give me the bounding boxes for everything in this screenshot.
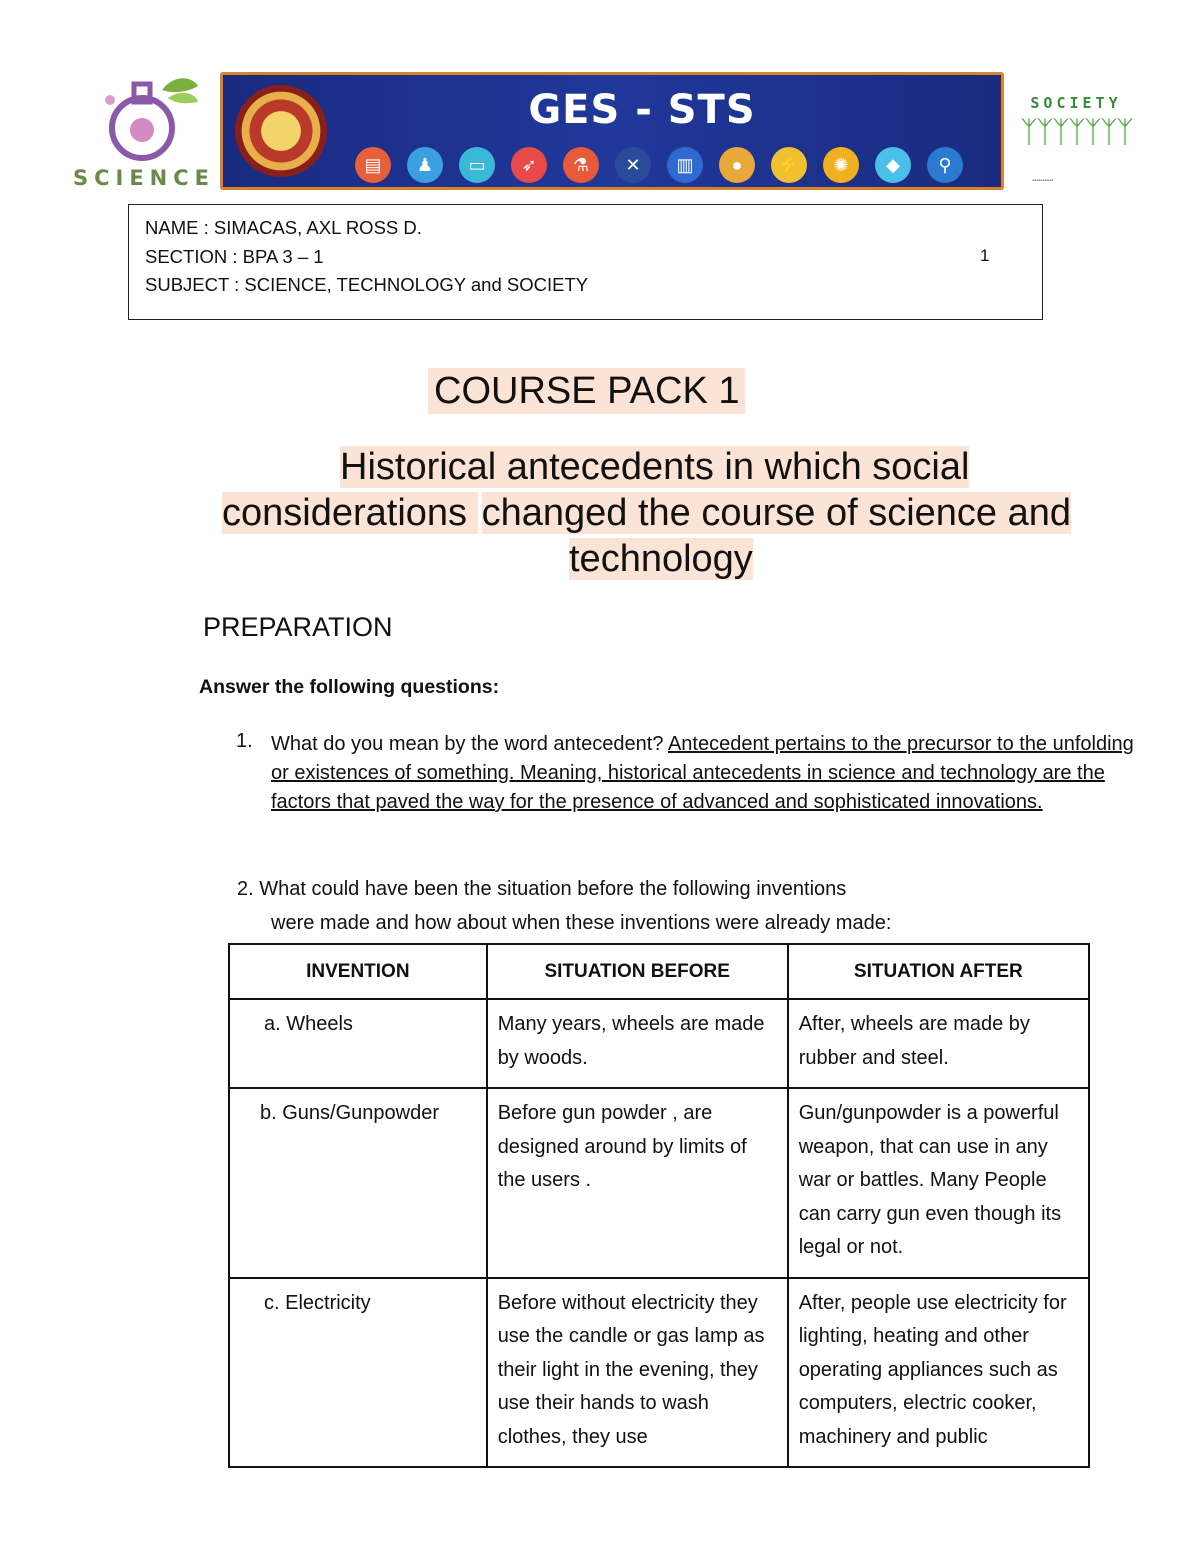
table-row [229, 999, 1089, 1088]
instructions: Answer the following questions: [199, 676, 500, 698]
society-logo [1012, 80, 1140, 190]
situation-after-cell: After, people use electricity for lighting, heating and other operating appliances such as computers, electric cooker, machinery and public [788, 1278, 1089, 1468]
energy-icon: ⚡ [771, 147, 807, 183]
question-1-number: 1. [236, 730, 253, 752]
table-header-row [229, 944, 1089, 999]
inventions-table [228, 943, 1090, 1468]
page-number: 1 [980, 246, 990, 265]
column-header-situation-before: SITUATION BEFORE [487, 944, 788, 999]
student-info-box [128, 204, 1043, 320]
rocket-icon: ➶ [511, 147, 547, 183]
invention-cell: c. Electricity [229, 1278, 487, 1468]
lightbulb-icon: ● [719, 147, 755, 183]
flask-icon [70, 70, 218, 166]
topic-line-1: Historical antecedents in which social [340, 446, 970, 488]
banner-icon-row [355, 147, 963, 183]
course-banner [220, 72, 1004, 190]
group-icon: ♟ [407, 147, 443, 183]
people-icon: ᛉᛉᛉᛉᛉᛉᛉ [1020, 116, 1132, 149]
idea-icon: ◆ [875, 147, 911, 183]
student-section: SECTION : BPA 3 – 1 [145, 246, 324, 267]
chat-icon: ▭ [459, 147, 495, 183]
student-subject: SUBJECT : SCIENCE, TECHNOLOGY and SOCIETY [145, 274, 589, 295]
section-heading-preparation: PREPARATION [203, 612, 393, 642]
science-logo [70, 70, 218, 190]
tools-icon: ✕ [615, 147, 651, 183]
situation-before-cell: Before without electricity they use the candle or gas lamp as their light in the evening, they use their hands to wash clothes, they use [487, 1278, 788, 1468]
situation-after-cell: After, wheels are made by rubber and steel. [788, 999, 1089, 1088]
open-book-icon: ▥ [667, 147, 703, 183]
banner-title: GES - STS [528, 87, 756, 133]
column-header-situation-after: SITUATION AFTER [788, 944, 1089, 999]
question-1-answer: Antecedent pertains to the precursor to the unfolding or existences of something. Meaning, historical antecedents in science and technology are the factors that paved the way for the presence of advanced and sophisticated innovations. [271, 733, 1134, 813]
situation-before-cell: Before gun powder , are designed around by limits of the users . [487, 1088, 788, 1278]
society-logo-text: SOCIETY [1030, 94, 1122, 112]
question-2-line-2: were made and how about when these inventions were already made: [271, 912, 892, 934]
search-icon: ⚲ [927, 147, 963, 183]
situation-before-cell: Many years, wheels are made by woods. [487, 999, 788, 1088]
course-title: COURSE PACK 1 [428, 368, 745, 414]
question-1 [271, 730, 1141, 817]
book-icon: ▤ [355, 147, 391, 183]
question-2-line-1: 2. What could have been the situation before the following inventions [237, 878, 847, 900]
atom-icon: ✺ [823, 147, 859, 183]
topic-line-2: considerations changed the course of science and [222, 492, 1072, 534]
topic-line-3: technology [569, 538, 753, 580]
table-row [229, 1278, 1089, 1468]
table-row [229, 1088, 1089, 1278]
lab-icon: ⚗ [563, 147, 599, 183]
image-credit: ▪▪▪▪▪▪▪▪▪▪ [1032, 178, 1054, 184]
question-1-text: What do you mean by the word antecedent? [271, 733, 668, 755]
invention-cell: b. Guns/Gunpowder [229, 1088, 487, 1278]
situation-after-cell: Gun/gunpowder is a powerful weapon, that can use in any war or battles. Many People can carry gun even though its legal or not. [788, 1088, 1089, 1278]
column-header-invention: INVENTION [229, 944, 487, 999]
student-name: NAME : SIMACAS, AXL ROSS D. [145, 217, 422, 238]
science-logo-text: SCIENCE [72, 166, 216, 190]
invention-cell: a. Wheels [229, 999, 487, 1088]
